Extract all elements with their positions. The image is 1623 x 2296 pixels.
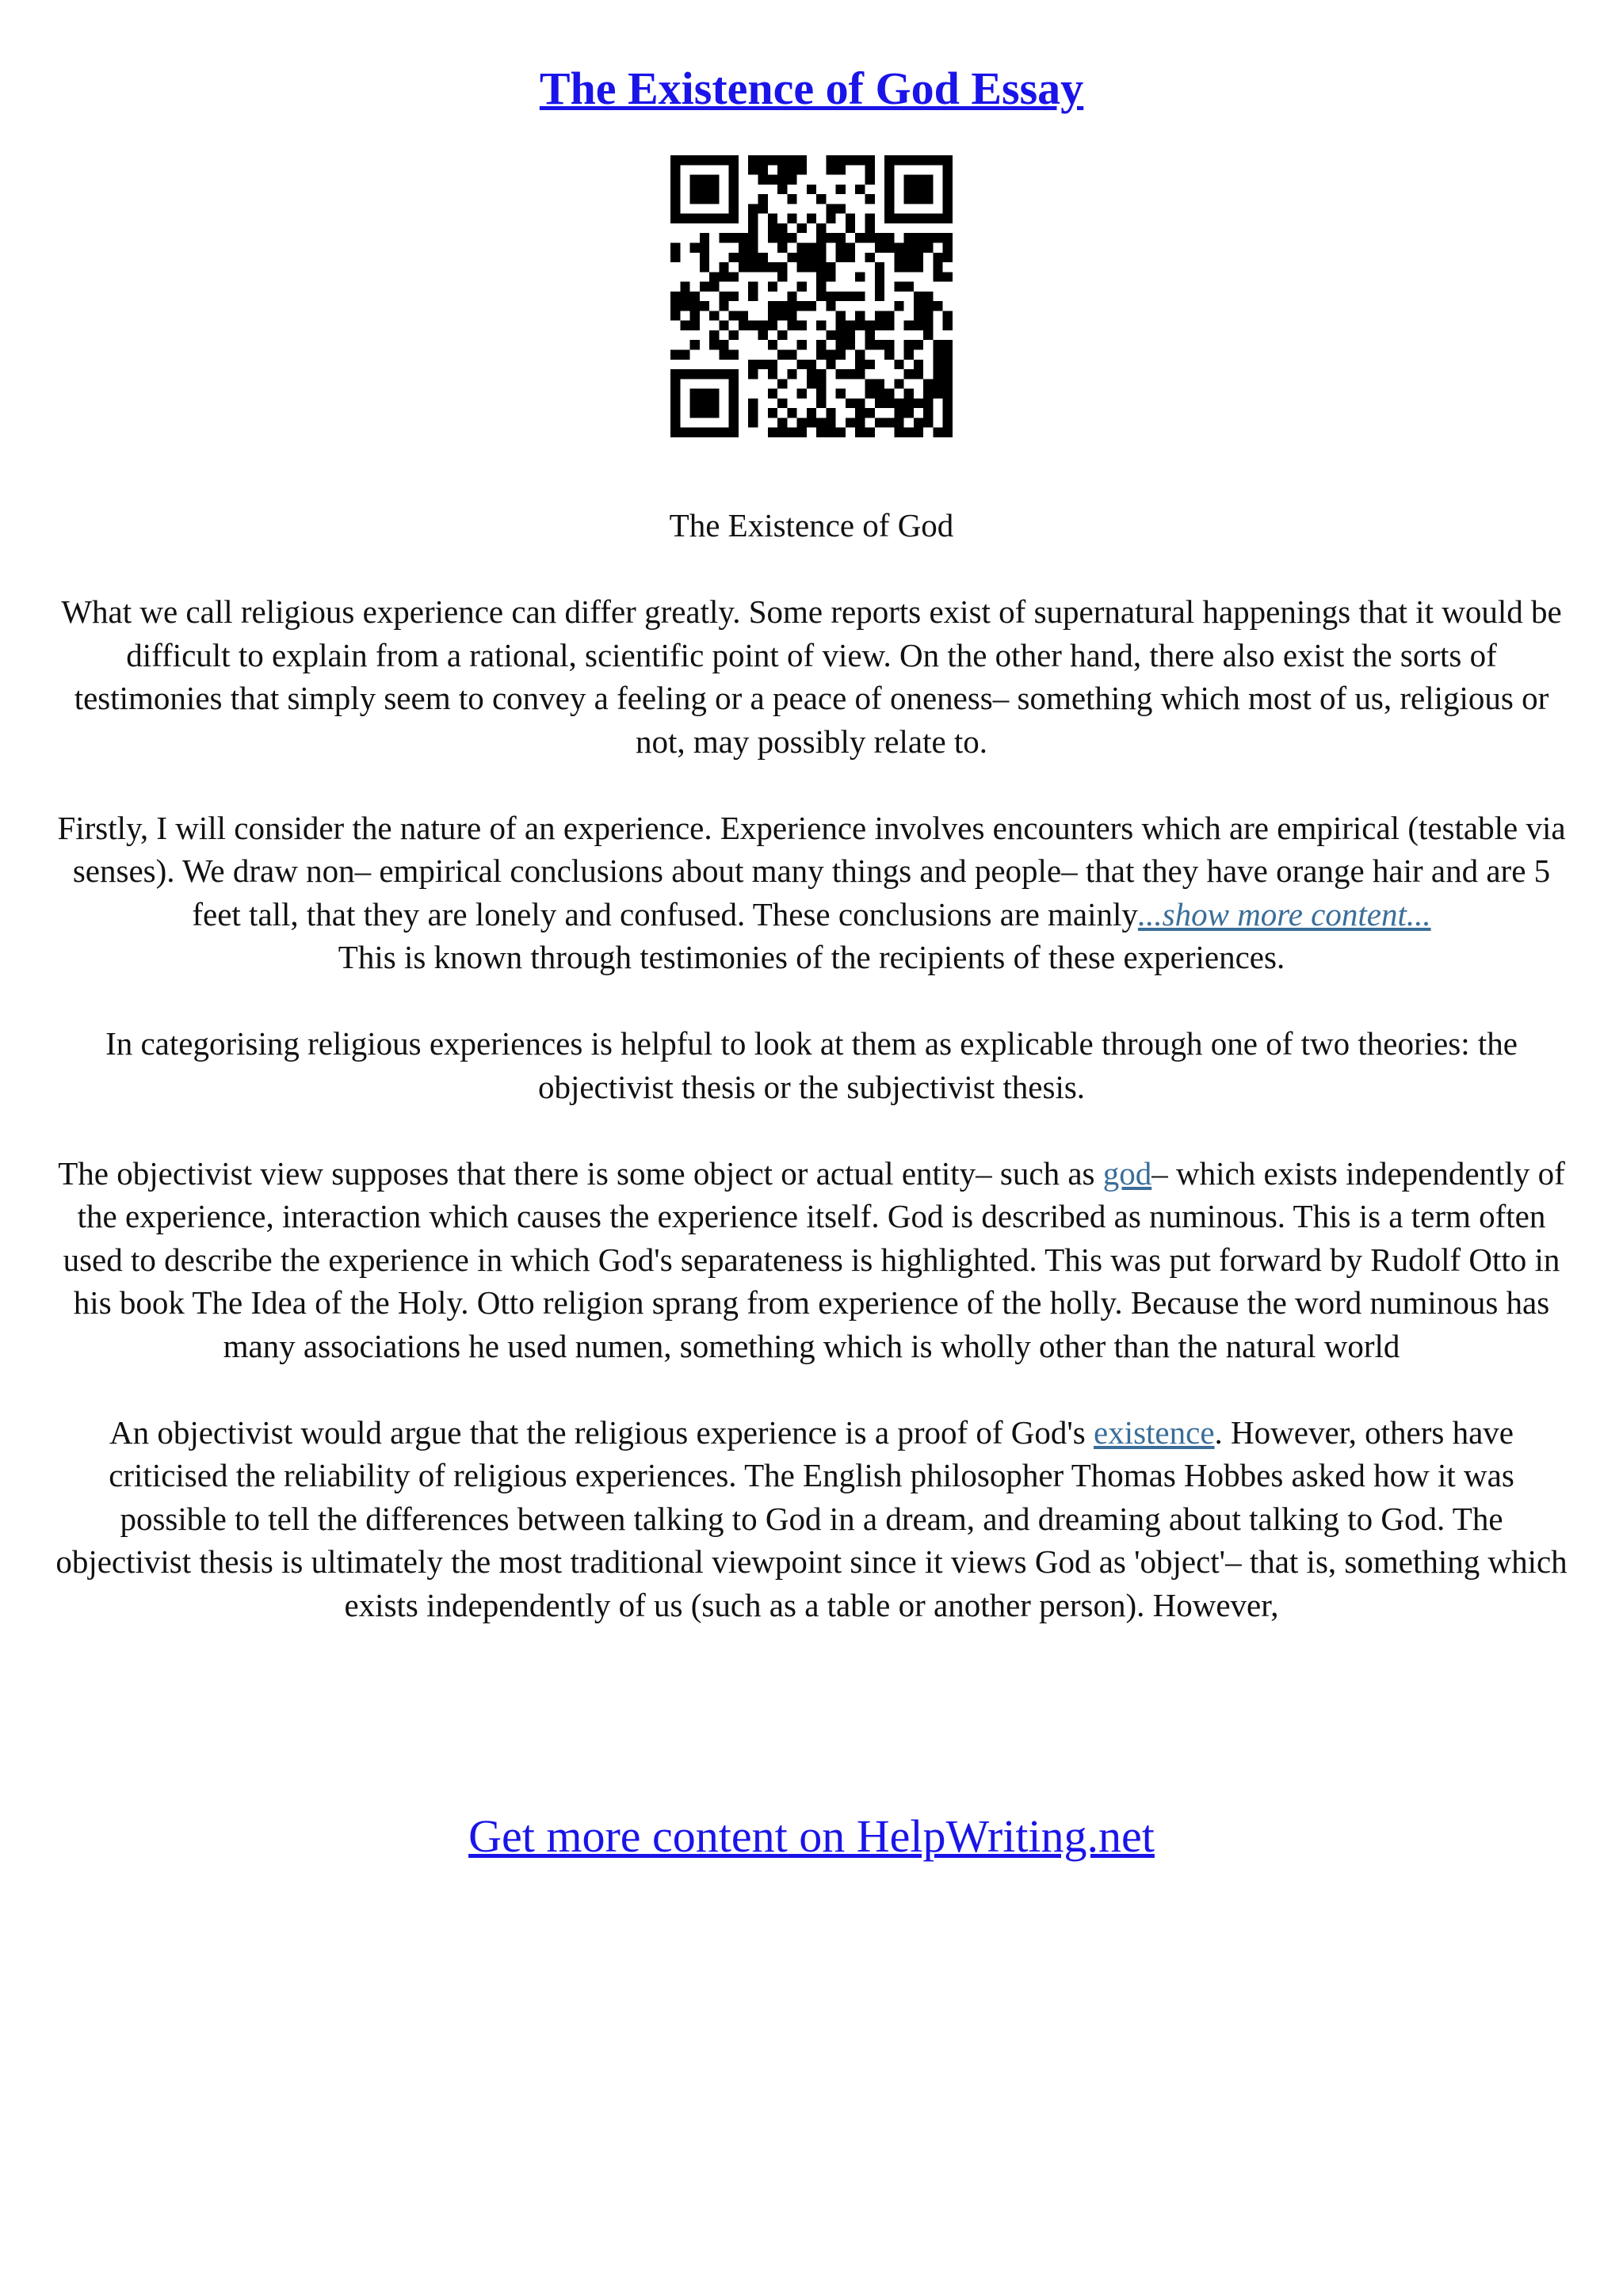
paragraph-4 (55, 1152, 1568, 1368)
paragraph-2-text: Firstly, I will consider the nature of an experience. Experience involves encounters which are empirical (testable via senses). We draw non– empirical conclusions about many things and people– that they have orange hair and are 5 feet tall, that they are lonely and confused. These conclusions are mainly (57, 809, 1566, 933)
god-link[interactable]: god (1102, 1154, 1152, 1192)
paragraph-1: What we call religious experience can differ greatly. Some reports exist of supernatural happenings that it would be difficult to explain from a rational, scientific point of view. On the other hand, there also exist the sorts of testimonies that simply seem to convey a feeling or a peace of oneness– something which most of us, religious or not, may possibly relate to. (61, 593, 1562, 760)
qr-code-image (670, 155, 953, 437)
essay-body (55, 504, 1568, 1670)
title-link[interactable]: The Existence of God Essay (539, 63, 1084, 114)
essay-heading: The Existence of God (669, 507, 954, 543)
paragraph-3: In categorising religious experiences is helpful to look at them as explicable through one of two theories: the objectivist thesis or the subjectivist thesis. (105, 1025, 1518, 1105)
paragraph-4-after: – which exists independently of the experience, interaction which causes the experience itself. God is described as numinous. This is a term often used to describe the experience in which God's separateness is highlighted. This was put forward by Rudolf Otto in his book The Idea of the Holy. Otto religion sprang from experience of the holly. Because the word numinous has many associations he used numen, something which is wholly other than the natural world (63, 1154, 1565, 1364)
get-more-content-link[interactable]: Get more content on HelpWriting.net (468, 1810, 1155, 1862)
cta-container (0, 1806, 1623, 1867)
qr-code-icon (670, 155, 953, 437)
existence-link[interactable]: existence (1094, 1413, 1215, 1451)
paragraph-5-after: . However, others have criticised the reliability of religious experiences. The English philosopher Thomas Hobbes asked how it was possible to tell the differences between talking to God in a dream, and dreaming about talking to God. The objectivist thesis is ultimately the most traditional viewpoint since it views God as 'object'– that is, something which exists independently of us (such as a table or another person). However, (55, 1413, 1568, 1623)
paragraph-2 (55, 807, 1568, 979)
paragraph-4-before: The objectivist view supposes that there is some object or actual entity– such as (58, 1154, 1103, 1192)
show-more-link[interactable]: ...show more content... (1137, 895, 1431, 933)
paragraph-5-before: An objectivist would argue that the religious experience is a proof of God's (109, 1413, 1094, 1451)
essay-title (0, 57, 1623, 120)
paragraph-2-after: This is known through testimonies of the recipients of these experiences. (338, 939, 1285, 975)
paragraph-5 (55, 1411, 1568, 1627)
